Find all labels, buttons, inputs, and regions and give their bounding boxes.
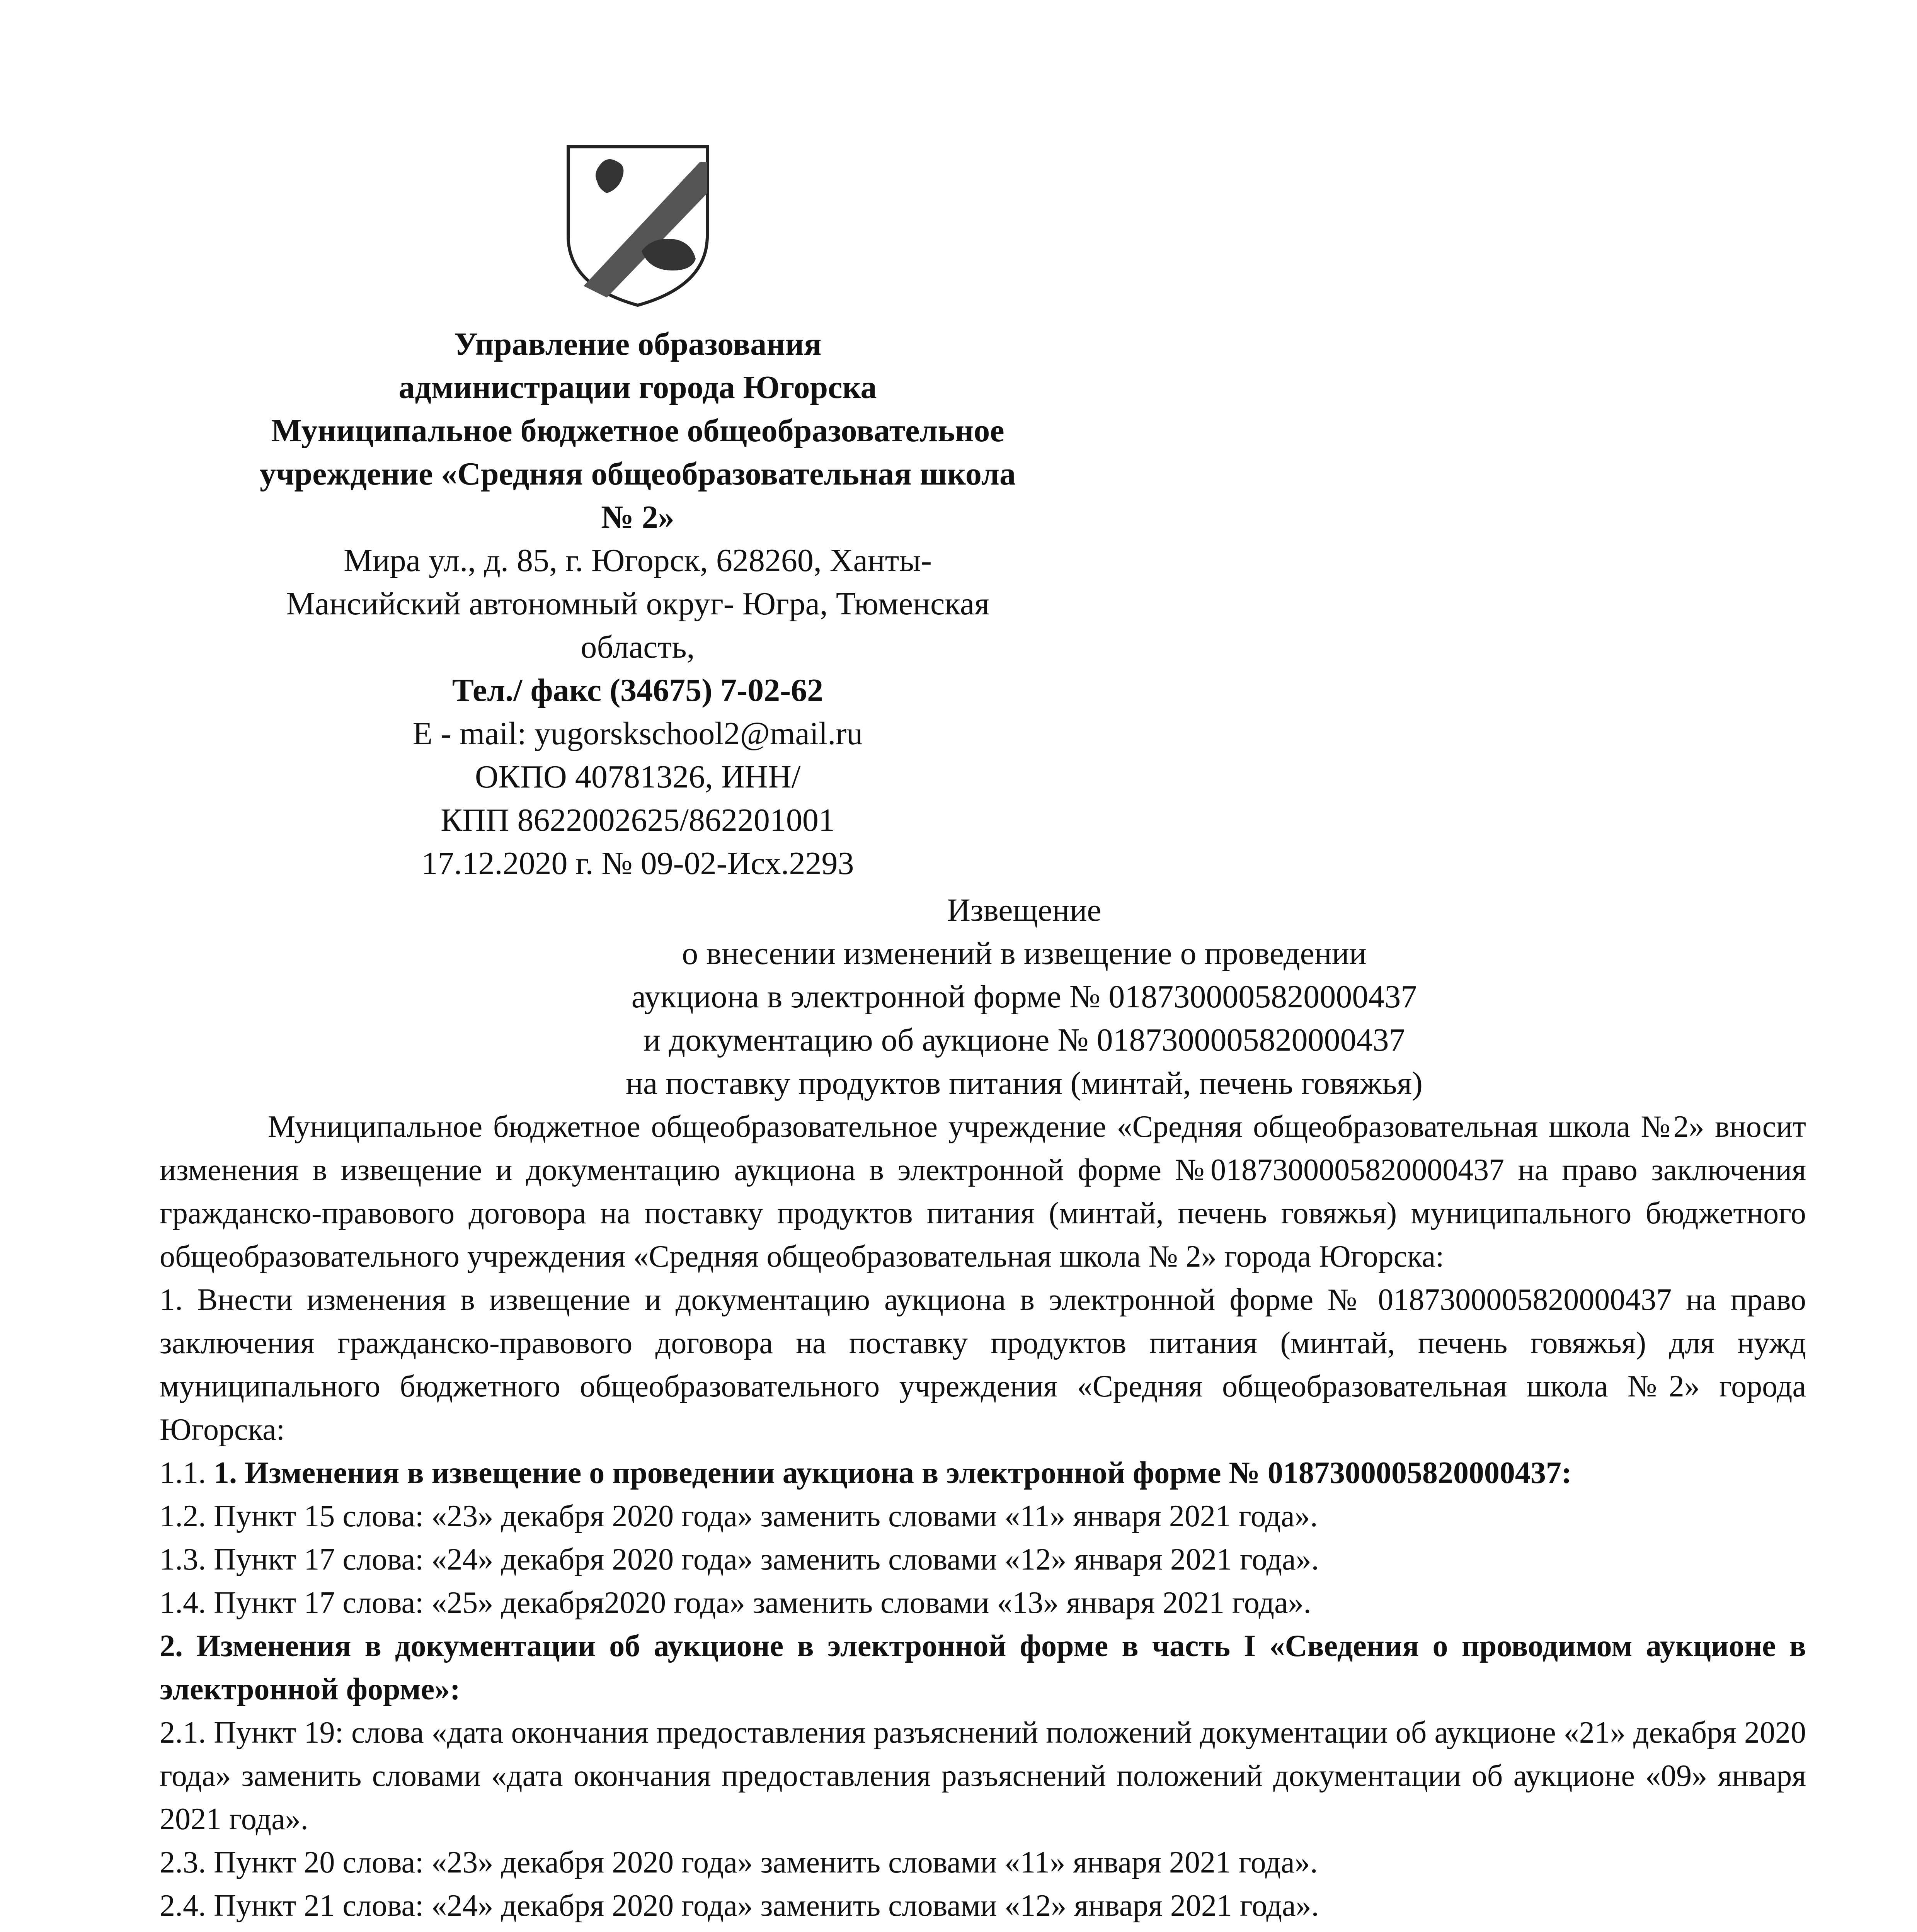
notice-title xyxy=(502,889,1546,1105)
section-2-3: 2.3. Пункт 20 слова: «23» декабря 2020 года» заменить словами «11» января 2021 года». xyxy=(160,1845,1318,1879)
org-line: администрации города Югорска xyxy=(398,369,877,405)
section-1-4: 1.4. Пункт 17 слова: «25» декабря2020 года» заменить словами «13» января 2021 года». xyxy=(160,1586,1311,1620)
contact-line: ОКПО 40781326, ИНН/ xyxy=(475,759,801,795)
section-2-heading: 2. Изменения в документации об аукционе в электронной форме в часть I «Сведения о проводимом аукционе в электронной форме»: xyxy=(160,1629,1806,1706)
document-number: 17.12.2020 г. № 09-02-Исх.2293 xyxy=(421,845,854,881)
section-1-2: 1.2. Пункт 15 слова: «23» декабря 2020 года» заменить словами «11» января 2021 года». xyxy=(160,1499,1318,1533)
phone-line: Тел./ факс (34675) 7-02-62 xyxy=(452,672,824,708)
item-1-paragraph: 1. Внести изменения в извещение и документацию аукциона в электронной форме № 0187300005820000437 на право заключения гражданско-правового договора на поставку продуктов питания (минтай, печень говяжья) для нужд муниципального бюджетного общеобразовательного учреждения «Средняя общеобразовательная школа №2» города Югорска: xyxy=(160,1283,1806,1447)
org-line: учреждение «Средняя общеобразовательная школа xyxy=(260,456,1016,492)
intro-paragraph: Муниципальное бюджетное общеобразовательное учреждение «Средняя общеобразовательная школа №2» вносит изменения в извещение и документацию аукциона в электронной форме №0187300005820000437 на право заключения гражданско-правового договора на поставку продуктов питания (минтай, печень говяжья) муниципального бюджетного общеобразовательного учреждения «Средняя общеобразовательная школа № 2» города Югорска: xyxy=(160,1110,1806,1274)
section-2-1: 2.1. Пункт 19: слова «дата окончания предоставления разъяснений положений документации об аукционе «21» декабря 2020 года» заменить словами «дата окончания предоставления разъяснений положений документации об аукционе «09» января 2021 года». xyxy=(160,1716,1806,1836)
letterhead xyxy=(116,139,1159,885)
section-1-1 xyxy=(160,1451,1806,1495)
address-line: область, xyxy=(581,629,695,665)
section-1-3: 1.3. Пункт 17 слова: «24» декабря 2020 года» заменить словами «12» января 2021 года». xyxy=(160,1543,1319,1577)
contact-line: E - mail: yugorskschool2@mail.ru xyxy=(412,716,863,752)
document-body xyxy=(160,1105,1806,1932)
address-line: Мансийский автономный округ- Югра, Тюменская xyxy=(286,586,989,622)
section-1-heading: 1. Изменения в извещение о проведении аукциона в электронной форме № 0187300005820000437: xyxy=(214,1456,1572,1490)
org-line: № 2» xyxy=(601,499,674,535)
org-line: Управление образования xyxy=(454,326,822,362)
section-2-4: 2.4. Пункт 21 слова: «24» декабря 2020 года» заменить словами «12» января 2021 года». xyxy=(160,1889,1319,1923)
notice-title-line: и документацию об аукционе № 0187300005820000437 xyxy=(643,1022,1405,1058)
notice-title-line: на поставку продуктов питания (минтай, печень говяжья) xyxy=(625,1065,1423,1101)
address-line: Мира ул., д. 85, г. Югорск, 628260, Ханты- xyxy=(344,543,932,578)
section-2-5 xyxy=(160,1927,1806,1932)
contact-line: КПП 8622002625/862201001 xyxy=(441,802,835,838)
notice-title-line: аукциона в электронной форме № 0187300005820000437 xyxy=(631,979,1417,1015)
section-1-1-number: 1.1. xyxy=(160,1456,214,1490)
notice-title-line: Извещение xyxy=(947,892,1102,928)
notice-title-line: о внесении изменений в извещение о проведении xyxy=(682,935,1367,971)
org-line: Муниципальное бюджетное общеобразовательное xyxy=(271,413,1004,449)
coat-of-arms-icon xyxy=(553,139,723,309)
